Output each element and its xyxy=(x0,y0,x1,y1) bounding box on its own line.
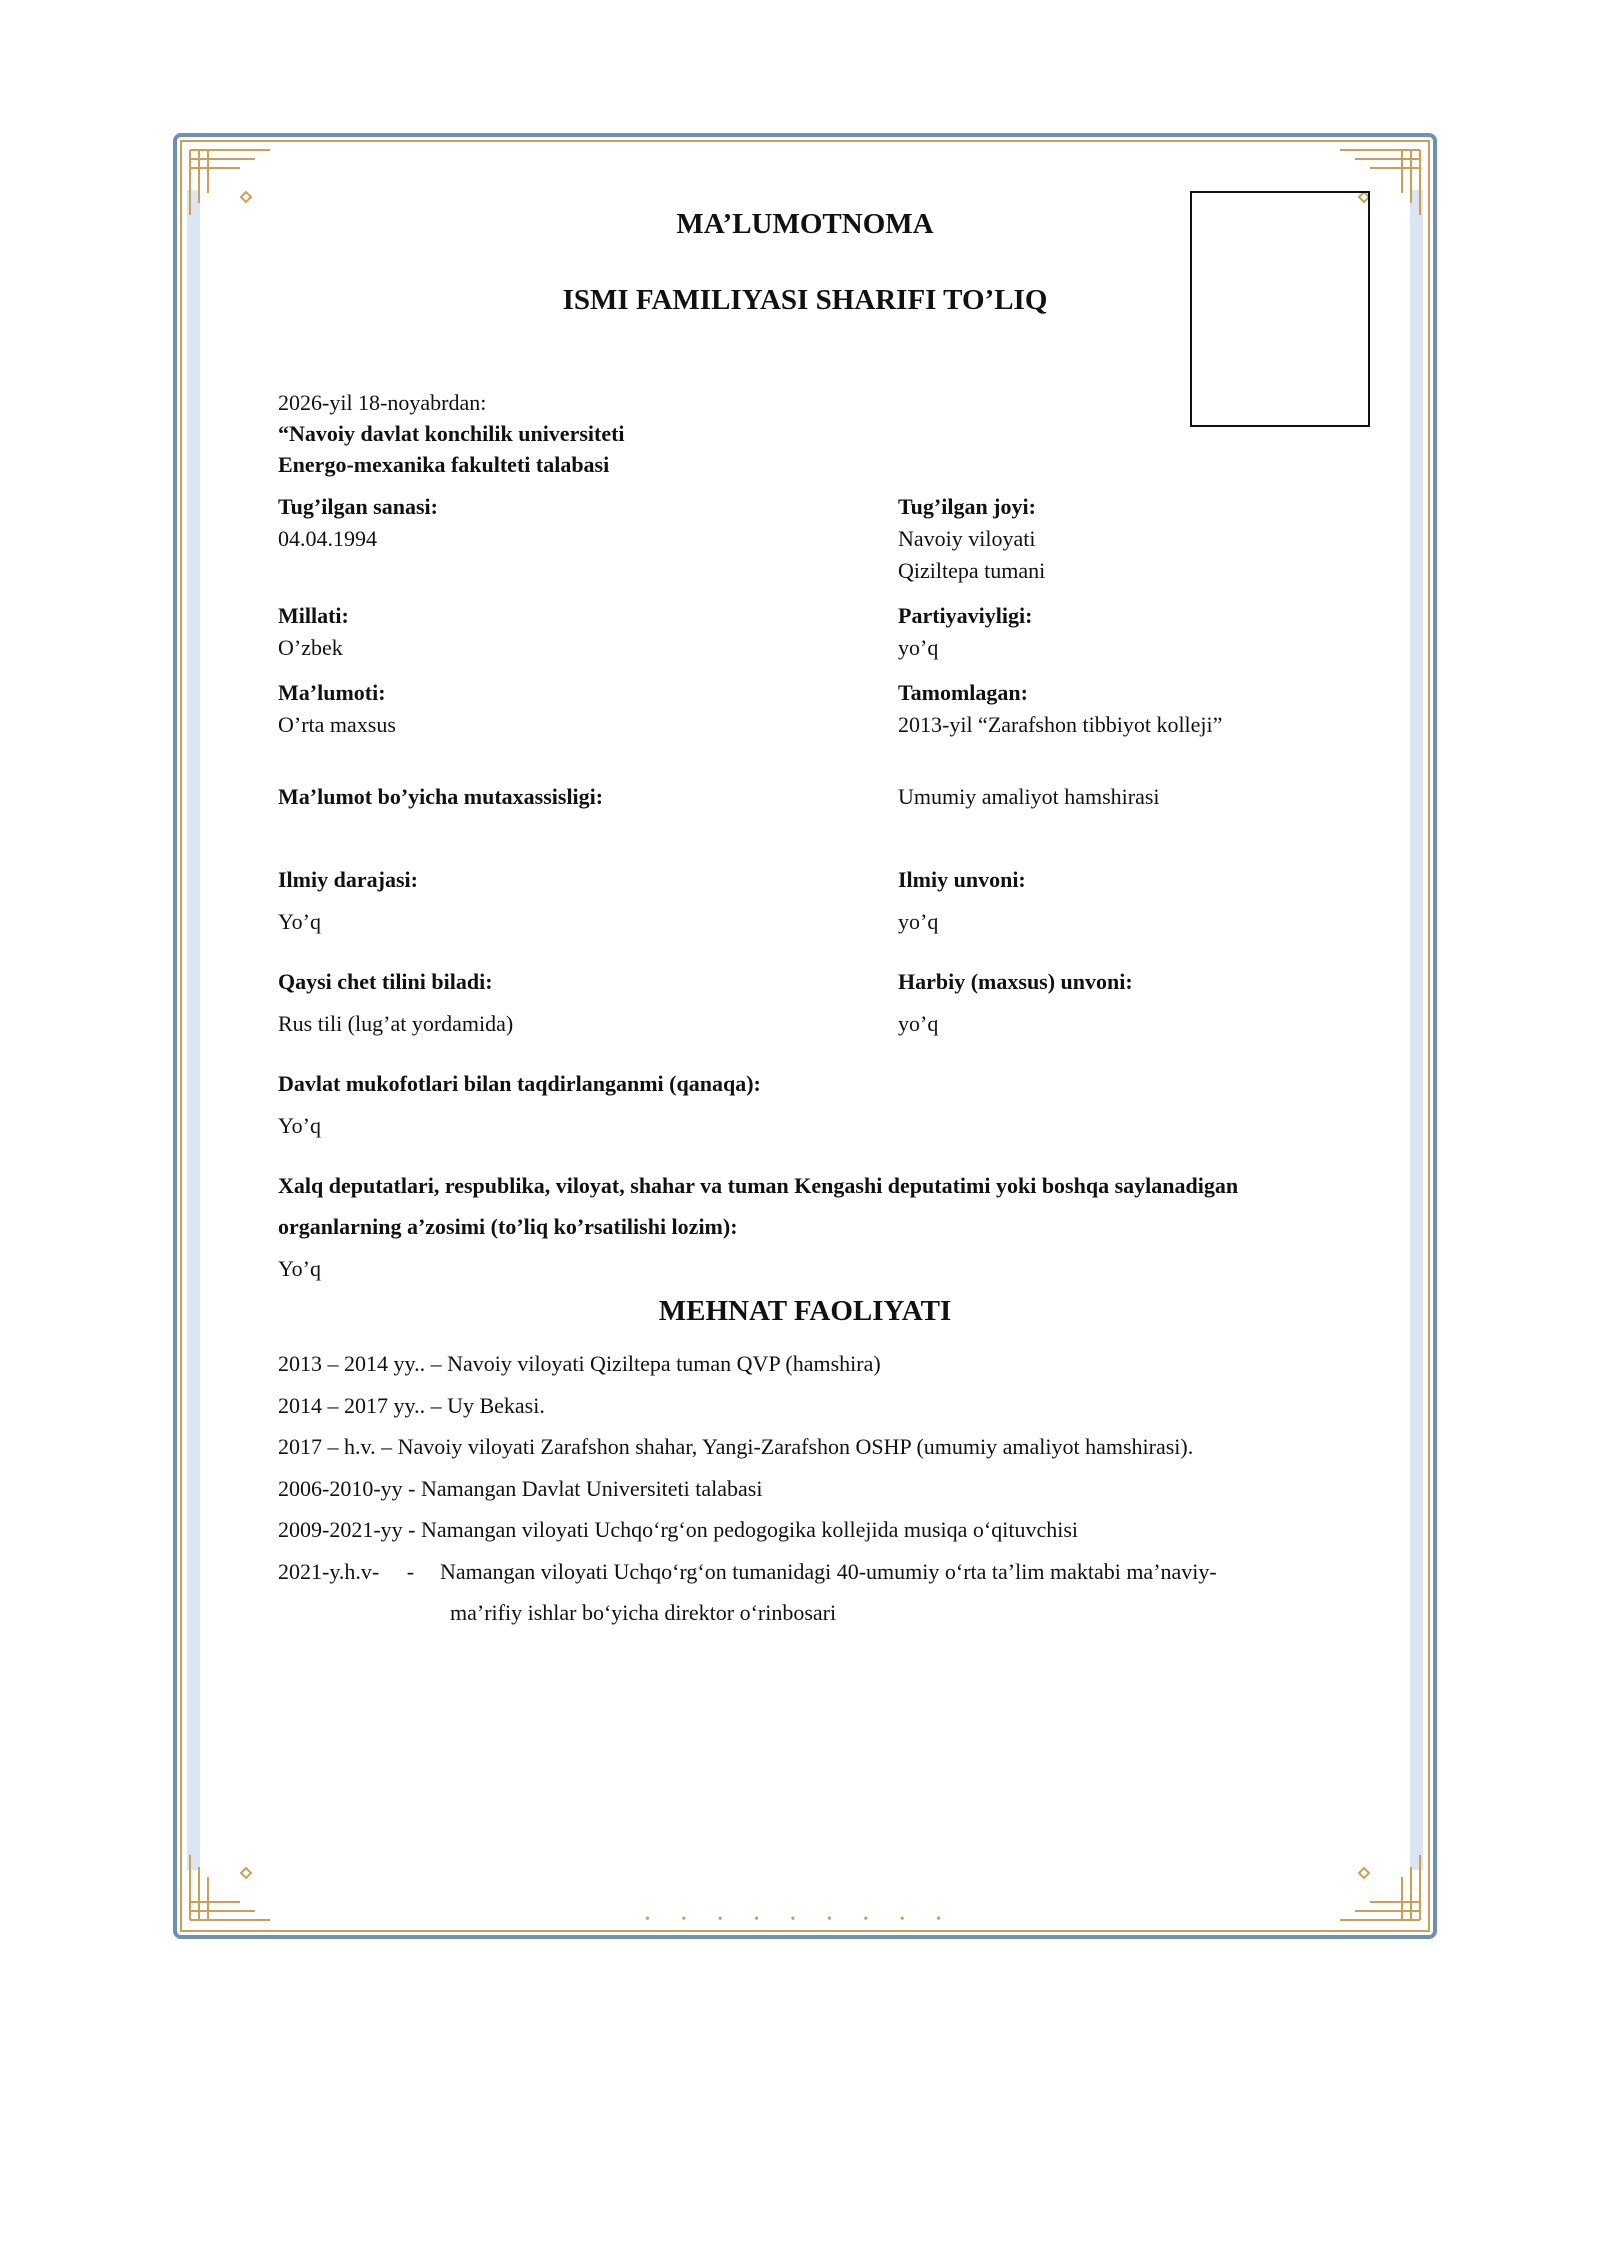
deputy-label-line-1: Xalq deputatlari, respublika, viloyat, shahar va tuman Kengashi deputatimi yoki boshqa saylanadigan xyxy=(278,1173,1239,1198)
deputy-value: Yo’q xyxy=(278,1256,322,1281)
birth-date-label: Tug’ilgan sanasi: xyxy=(278,494,438,519)
bottom-dots-ornament-icon: • • • • • • • • • xyxy=(644,1912,956,1927)
work-line-last-prefix: 2021-y.h.v- - xyxy=(278,1559,415,1584)
work-line: 2006-2010-yy - Namangan Davlat Universiteti talabasi xyxy=(278,1476,763,1501)
work-history-heading: MEHNAT FAOLIYATI xyxy=(658,1295,952,1327)
birth-place-value-2: Qiziltepa tumani xyxy=(898,558,1046,583)
work-line: 2013 – 2014 yy.. – Navoiy viloyati Qiziltepa tuman QVP (hamshira) xyxy=(278,1351,881,1376)
education-value: O’rta maxsus xyxy=(278,712,396,737)
specialty-value: Umumiy amaliyot hamshirasi xyxy=(898,784,1160,809)
language-label: Qaysi chet tilini biladi: xyxy=(278,969,493,994)
work-line: 2009-2021-yy - Namangan viloyati Uchqo‘rg‘on pedogogika kollejida musiqa o‘qituvchisi xyxy=(278,1517,1078,1542)
awards-label: Davlat mukofotlari bilan taqdirlanganmi (qanaqa): xyxy=(278,1071,761,1096)
person-full-name: ISMI FAMILIYASI SHARIFI TO’LIQ xyxy=(562,284,1048,316)
work-line: 2017 – h.v. – Navoiy viloyati Zarafshon shahar, Yangi-Zarafshon OSHP (umumiy amaliyot hamshirasi). xyxy=(278,1434,1194,1459)
document-title: MA’LUMOTNOMA xyxy=(676,208,934,240)
military-value: yo’q xyxy=(898,1011,939,1036)
graduated-label: Tamomlagan: xyxy=(898,680,1028,705)
organization-line-1: “Navoiy davlat konchilik universiteti xyxy=(278,421,625,446)
work-line-last-text-2: ma’rifiy ishlar bo‘yicha direktor o‘rinbosari xyxy=(450,1600,837,1625)
education-label: Ma’lumoti: xyxy=(278,680,386,705)
work-line: 2014 – 2017 yy.. – Uy Bekasi. xyxy=(278,1393,545,1418)
nationality-label: Millati: xyxy=(278,603,349,628)
specialty-label: Ma’lumot bo’yicha mutaxassisligi: xyxy=(278,784,604,809)
degree-label: Ilmiy darajasi: xyxy=(278,867,418,892)
language-value: Rus tili (lug’at yordamida) xyxy=(278,1011,514,1036)
graduated-value: 2013-yil “Zarafshon tibbiyot kolleji” xyxy=(898,712,1223,737)
birth-place-label: Tug’ilgan joyi: xyxy=(898,494,1036,519)
rank-label: Ilmiy unvoni: xyxy=(898,867,1026,892)
right-border-rail xyxy=(1410,190,1423,1870)
nationality-value: O’zbek xyxy=(278,635,343,660)
party-label: Partiyaviyligi: xyxy=(898,603,1033,628)
organization-line-2: Energo-mexanika fakulteti talabasi xyxy=(278,452,610,477)
work-line-last-text-1: Namangan viloyati Uchqo‘rg‘on tumanidagi 40-umumiy o‘rta ta’lim maktabi ma’naviy- xyxy=(440,1559,1217,1584)
military-label: Harbiy (maxsus) unvoni: xyxy=(898,969,1133,994)
date-line: 2026-yil 18-noyabrdan: xyxy=(278,390,487,415)
birth-date-value: 04.04.1994 xyxy=(278,526,377,551)
deputy-label-line-2: organlarning a’zosimi (to’liq ko’rsatilishi lozim): xyxy=(278,1214,738,1239)
awards-value: Yo’q xyxy=(278,1113,322,1138)
left-border-rail xyxy=(187,190,200,1870)
rank-value: yo’q xyxy=(898,909,939,934)
degree-value: Yo’q xyxy=(278,909,322,934)
birth-place-value-1: Navoiy viloyati xyxy=(898,526,1036,551)
party-value: yo’q xyxy=(898,635,939,660)
